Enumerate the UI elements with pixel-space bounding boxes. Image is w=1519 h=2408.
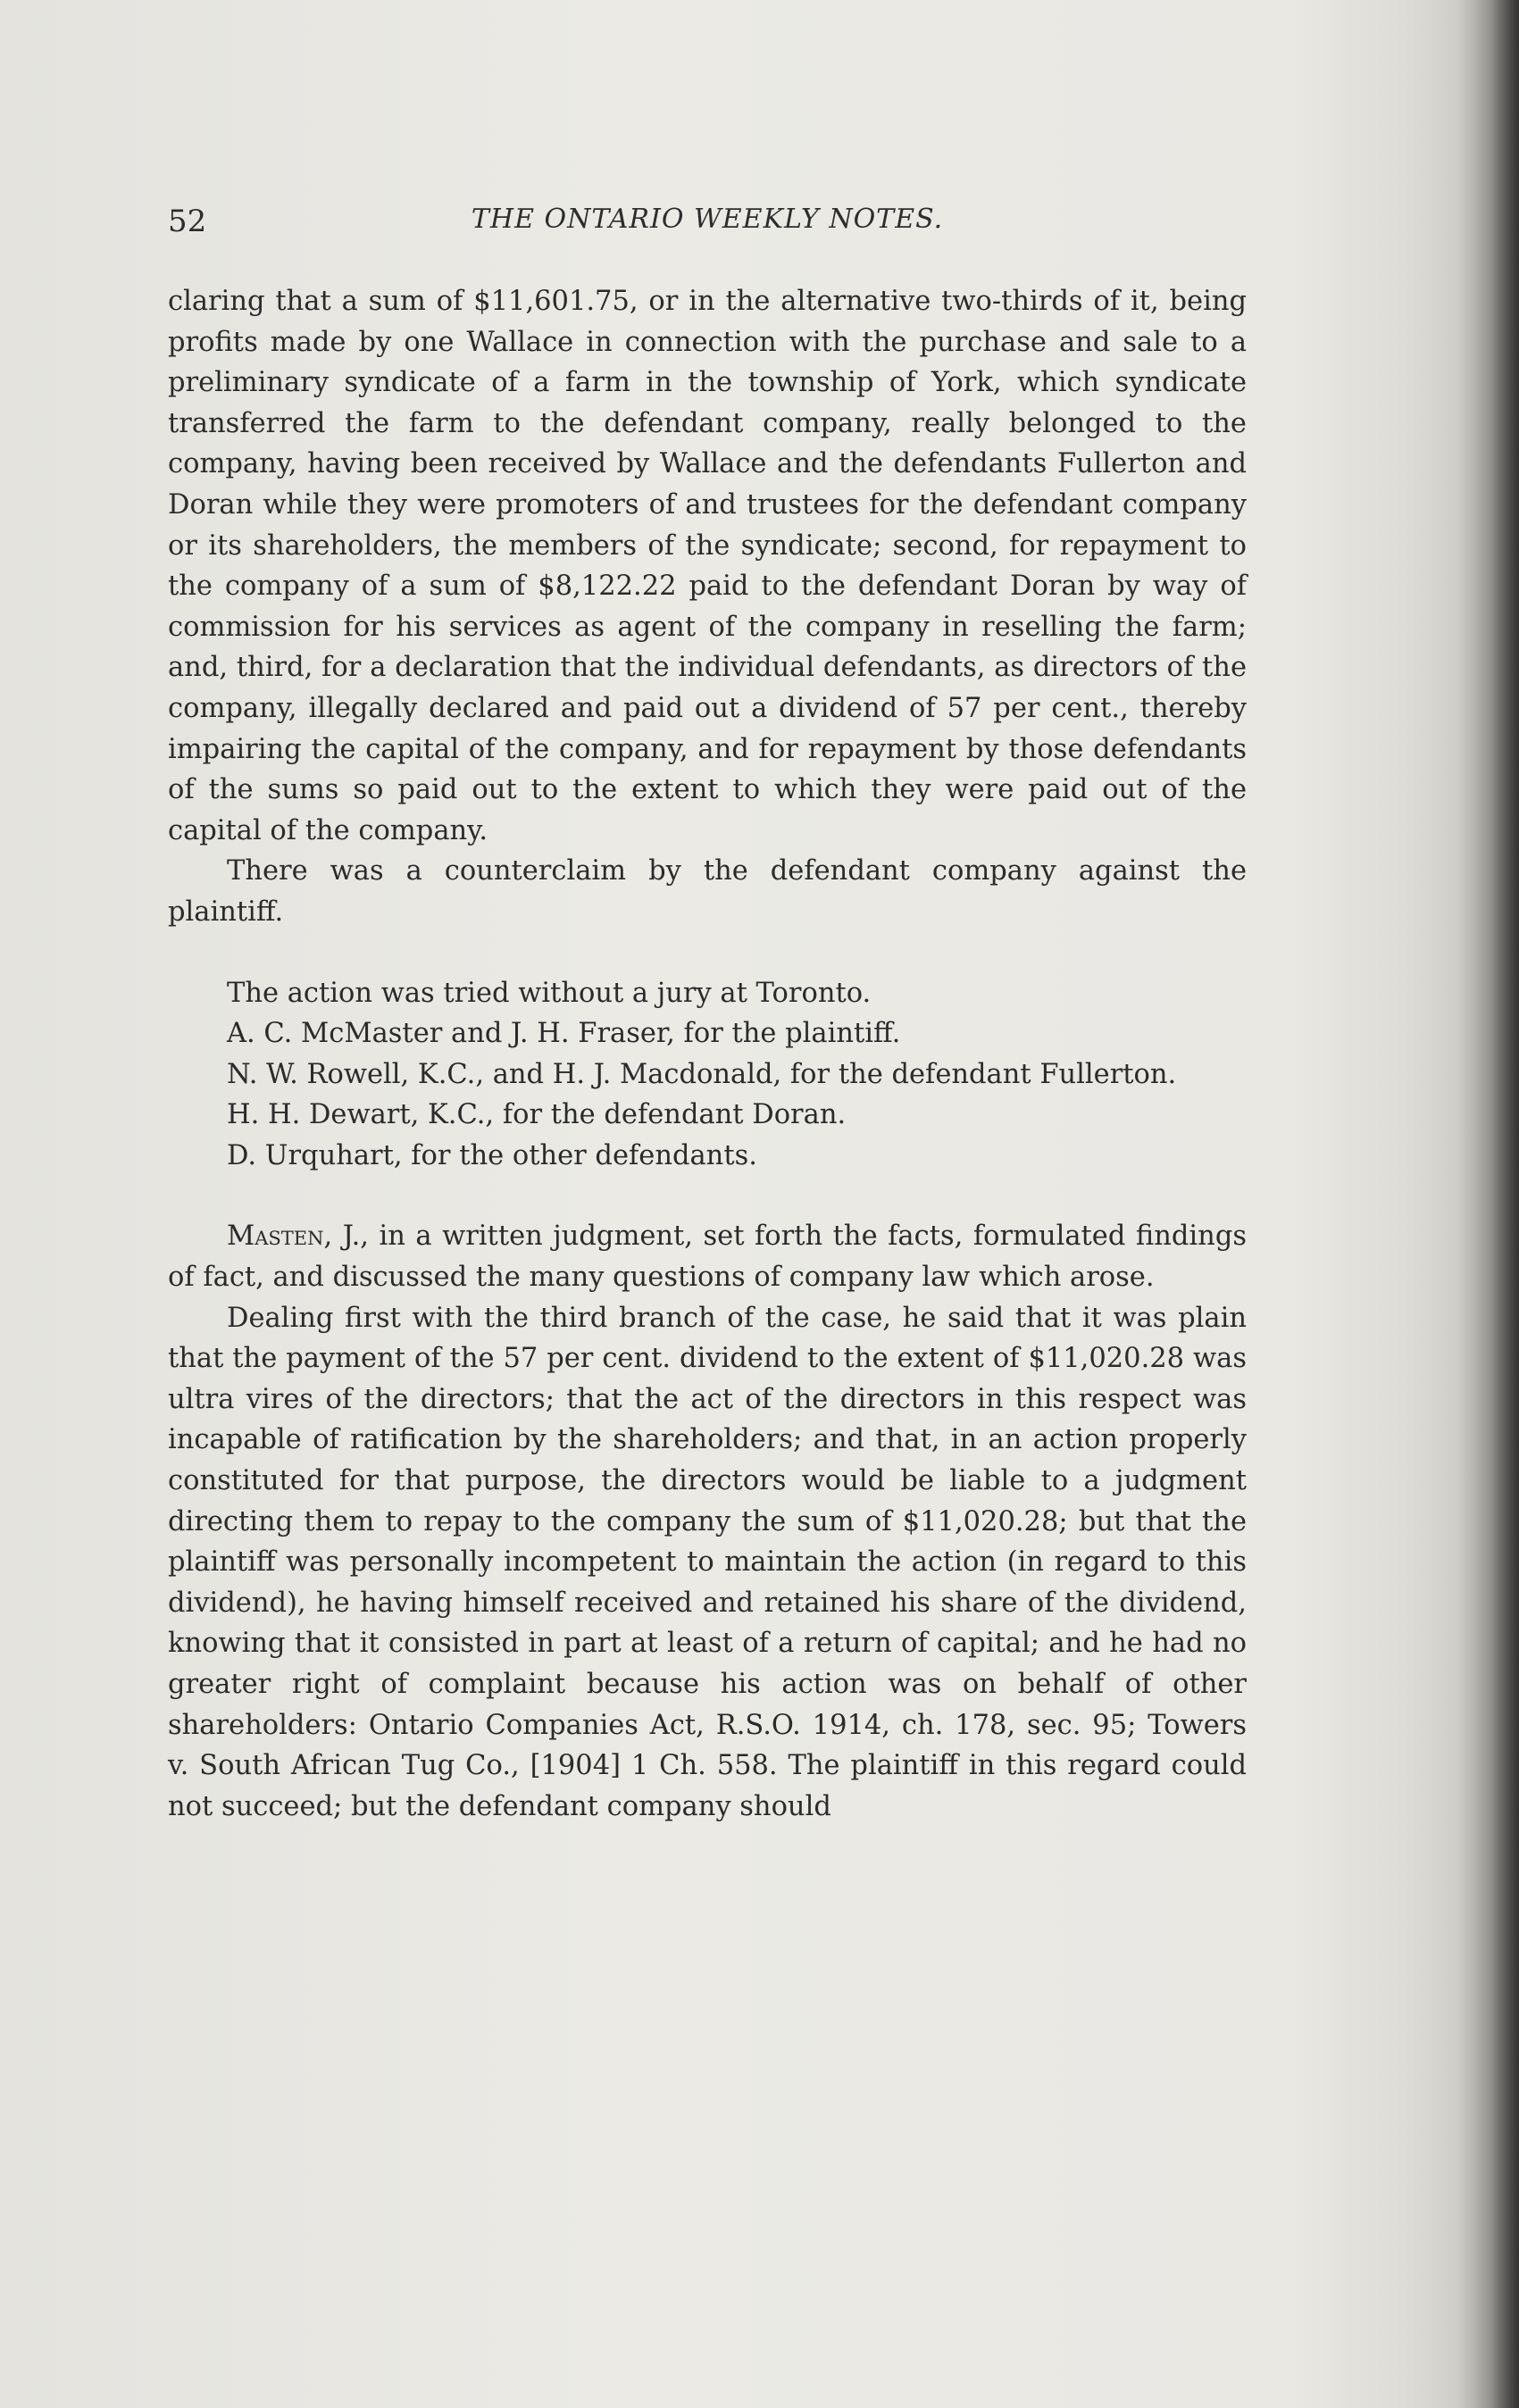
paragraph-judgment xyxy=(168,1216,1247,1297)
paragraph-gap xyxy=(168,1176,1247,1216)
page-header xyxy=(168,198,1247,245)
counsel-other-defendants: D. Urquhart, for the other defendants. xyxy=(227,1139,757,1171)
body-text xyxy=(168,281,1247,1827)
paragraph-trial: The action was tried without a jury at Toronto. xyxy=(227,977,872,1009)
counsel-fullerton: N. W. Rowell, K.C., and H. J. Macdonald, for the defendant Fullerton. xyxy=(227,1058,1177,1090)
judgment-text: , J., in a written judgment, set forth the facts, formulated findings of fact, and discussed the many questions of company law which arose. xyxy=(168,1221,1247,1294)
book-spine-shadow xyxy=(1456,0,1519,2408)
counsel-plaintiff: A. C. McMaster and J. H. Fraser, for the plaintiff. xyxy=(227,1018,901,1050)
page-number: 52 xyxy=(168,204,207,239)
paragraph-claims: claring that a sum of $11,601.75, or in the alternative two-thirds of it, being profits made by one Wallace in connection with the purchase and sale to a preliminary syndicate of a farm in the township of York, which syndicate transferred the farm to the defendant company, really belonged to the company, having been received by Wallace and the defendants Fullerton and Doran while they were promoters of and trustees for the defendant company or its shareholders, the members of the syndicate; second, for repayment to the company of a sum of $8,122.22 paid to the defendant Doran by way of commission for his services as agent of the company in reselling the farm; and, third, for a declaration that the individual defendants, as directors of the company, illegally declared and paid out a dividend of 57 per cent., thereby impairing the capital of the company, and for repayment by those defendants of the sums so paid out to the extent to which they were paid out of the capital of the company. xyxy=(168,286,1247,846)
paragraph-counterclaim: There was a counterclaim by the defendant company against the plaintiff. xyxy=(168,855,1247,928)
paragraph-dividend: Dealing first with the third branch of the case, he said that it was plain that the payment of the 57 per cent. dividend to the extent of $11,020.28 was ultra vires of the directors; that the act of the directors in this respect was incapable of ratification by the shareholders; and that, in an action properly constituted for that purpose, the directors would be liable to a judgment directing them to repay to the company the sum of $11,020.28; but that the plaintiff was personally incompetent to maintain the action (in regard to this dividend), he having himself received and retained his share of the dividend, knowing that it consisted in part at least of a return of capital; and he had no greater right of complaint because his action was on behalf of other shareholders: Ontario Companies Act, R.S.O. 1914, ch. 178, sec. 95; Towers v. South African Tug Co., [1904] 1 Ch. 558. The plaintiff in this regard could not succeed; but the defendant company should xyxy=(168,1302,1247,1822)
judge-name: Masten xyxy=(227,1221,324,1253)
paragraph-gap xyxy=(168,933,1247,973)
running-title: THE ONTARIO WEEKLY NOTES. xyxy=(471,204,944,235)
counsel-doran: H. H. Dewart, K.C., for the defendant Doran. xyxy=(227,1099,847,1131)
